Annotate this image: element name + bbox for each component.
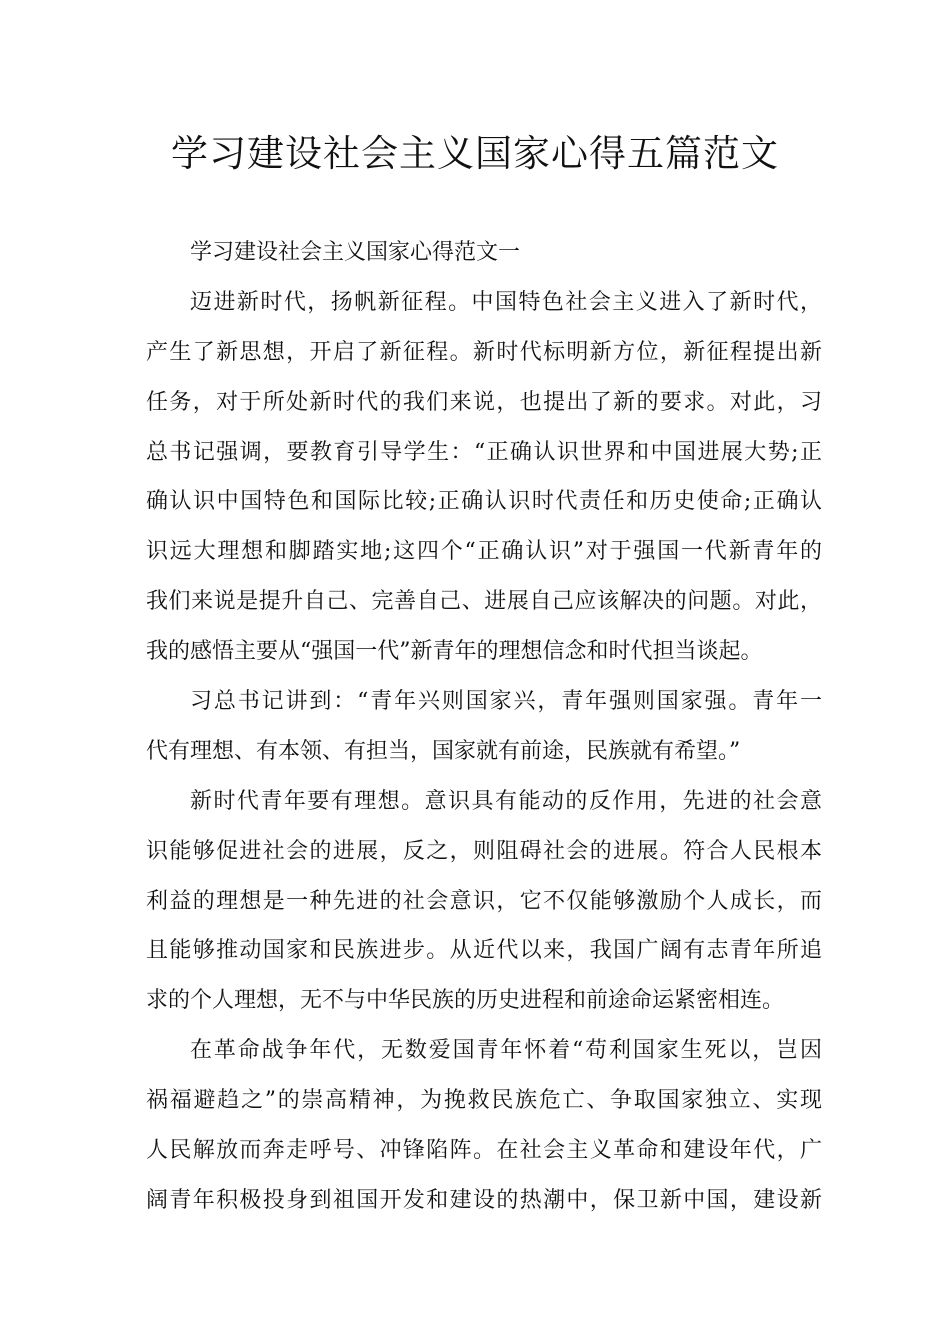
text-line: 总书记强调，要教育引导学生：“正确认识世界和中国进展大势;正 bbox=[146, 439, 822, 465]
text-line: 在革命战争年代，无数爱国青年怀着“苟利国家生死以，岂因 bbox=[190, 1038, 822, 1064]
text-line: 任务，对于所处新时代的我们来说，也提出了新的要求。对此，习 bbox=[146, 389, 822, 415]
text-line: 迈进新时代，扬帆新征程。中国特色社会主义进入了新时代， bbox=[190, 289, 822, 315]
text-line: 学习建设社会主义国家心得范文一 bbox=[190, 240, 521, 265]
text-line: 新时代青年要有理想。意识具有能动的反作用，先进的社会意 bbox=[190, 788, 822, 814]
text-line: 阔青年积极投身到祖国开发和建设的热潮中，保卫新中国，建设新 bbox=[146, 1187, 822, 1213]
text-line: 确认识中国特色和国际比较;正确认识时代责任和历史使命;正确认 bbox=[146, 489, 822, 515]
text-line: 求的个人理想，无不与中华民族的历史进程和前途命运紧密相连。 bbox=[146, 988, 785, 1014]
text-line: 识能够促进社会的进展，反之，则阻碍社会的进展。符合人民根本 bbox=[146, 838, 822, 864]
text-line: 人民解放而奔走呼号、冲锋陷阵。在社会主义革命和建设年代，广 bbox=[146, 1138, 822, 1164]
text-line: 我的感悟主要从“强国一代”新青年的理想信念和时代担当谈起。 bbox=[146, 639, 763, 665]
text-line: 且能够推动国家和民族进步。从近代以来，我国广阔有志青年所追 bbox=[146, 938, 822, 964]
text-line: 祸福避趋之”的崇高精神，为挽救民族危亡、争取国家独立、实现 bbox=[146, 1088, 822, 1114]
text-line: 代有理想、有本领、有担当，国家就有前途，民族就有希望。” bbox=[146, 738, 741, 764]
document-title: 学习建设社会主义国家心得五篇范文 bbox=[171, 132, 779, 175]
text-line: 识远大理想和脚踏实地;这四个“正确认识”对于强国一代新青年的 bbox=[146, 539, 822, 565]
text-line: 产生了新思想，开启了新征程。新时代标明新方位，新征程提出新 bbox=[146, 339, 822, 365]
document-body bbox=[146, 228, 822, 1226]
text-line: 我们来说是提升自己、完善自己、进展自己应该解决的问题。对此， bbox=[146, 589, 822, 615]
text-line: 习总书记讲到：“青年兴则国家兴，青年强则国家强。青年一 bbox=[190, 689, 822, 715]
text-line: 利益的理想是一种先进的社会意识，它不仅能够激励个人成长，而 bbox=[146, 888, 822, 914]
